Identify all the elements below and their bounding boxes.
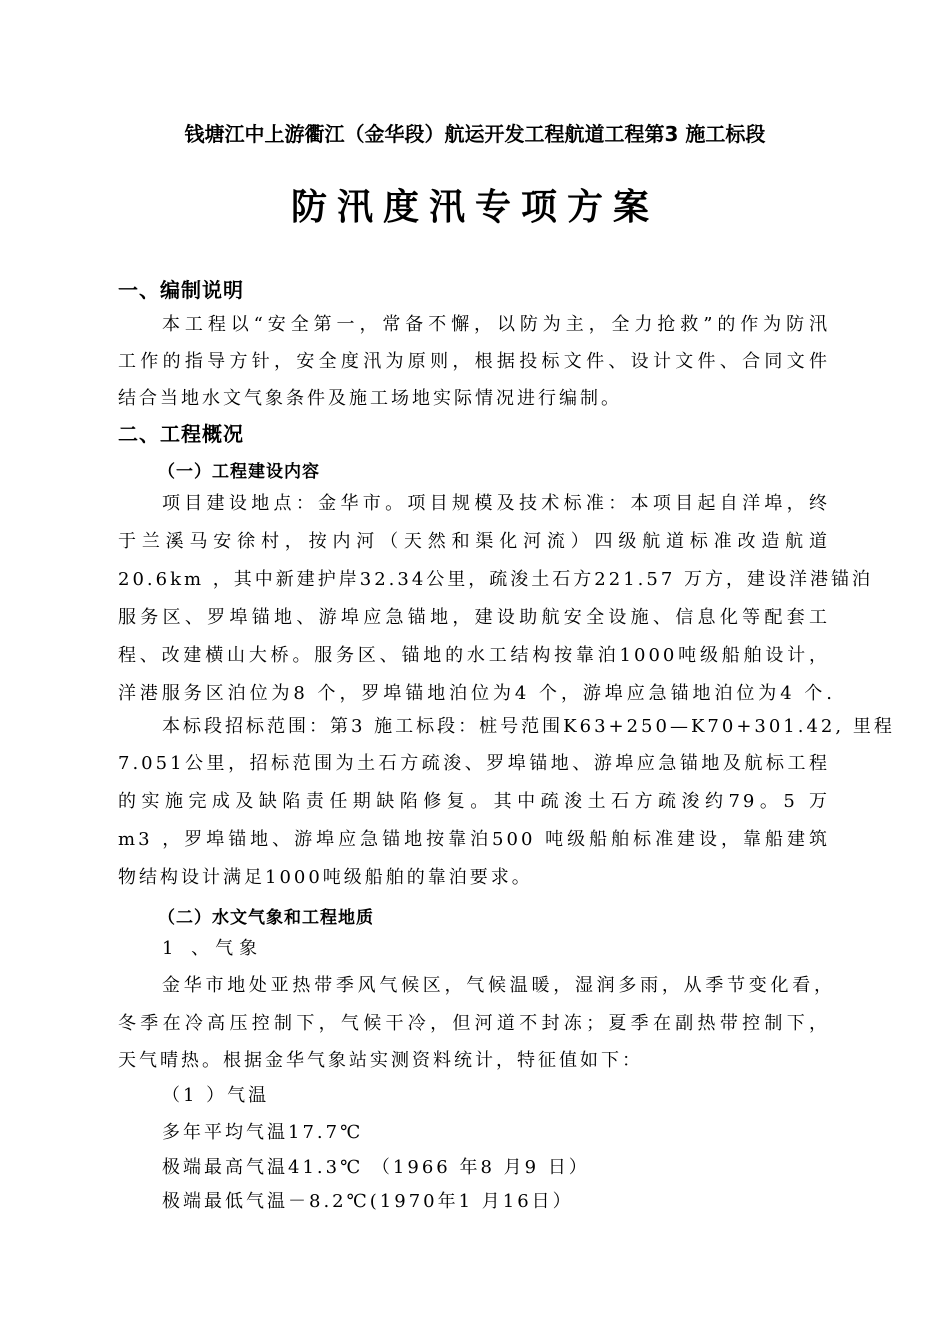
paragraph-line: m3 ，罗埠锚地、游埠应急锚地按靠泊500 吨级船舶标准建设，靠船建筑 [118,829,830,850]
paragraph-line: 项目建设地点：金华市。项目规模及技术标准：本项目起自洋埠，终 [162,493,830,514]
paragraph-line: 工作的指导方针，安全度汛为原则，根据投标文件、设计文件、合同文件 [118,351,830,372]
section-heading-1: 一、编制说明 [118,278,244,302]
paragraph-line: 金华市地处亚热带季风气候区，气候温暖，湿润多雨，从季节变化看， [162,975,835,996]
temperature-line: 极端最高气温41.3℃ （1966 年8 月9 日） [162,1157,590,1178]
paragraph-line: 结合当地水文气象条件及施工场地实际情况进行编制。 [118,388,622,409]
paragraph-line: 洋港服务区泊位为8 个，罗埠锚地泊位为4 个，游埠应急锚地泊位为4 个. [118,683,835,704]
paragraph-line: 天气晴热。根据金华气象站实测资料统计，特征值如下： [118,1050,643,1071]
paragraph-line: 的实施完成及缺陷责任期缺陷修复。其中疏浚土石方疏浚约79。5 万 [118,791,830,812]
paragraph-line: 20.6km ，其中新建护岸32.34公里，疏浚土石方221.57 万方，建设洋港锚泊 [118,569,874,590]
section-heading-2: 二、工程概况 [118,422,244,446]
paragraph-line: 服务区、罗埠锚地、游埠应急锚地，建设助航安全设施、信息化等配套工 [118,607,830,628]
temperature-line: 极端最低气温－8.2℃(1970年1 月16日） [162,1191,574,1212]
paragraph-line: 本标段招标范围：第3 施工标段：桩号范围K63+250—K70+301.42, 里程 [162,716,895,737]
document-subtitle: 钱塘江中上游衢江（金华段）航运开发工程航道工程第3 施工标段 [184,122,766,146]
subsection-heading-2: （二）水文气象和工程地质 [158,908,374,928]
paragraph-line: 于兰溪马安徐村，按内河（天然和渠化河流）四级航道标准改造航道 [118,531,830,552]
document-title: 防汛度汛专项方案 [290,186,659,228]
paragraph-line: 7.051公里，招标范围为土石方疏浚、罗埠锚地、游埠应急锚地及航标工程 [118,753,830,774]
list-item-heading: 1 、气象 [162,938,264,959]
paragraph-line: 本工程以“安全第一，常备不懈，以防为主，全力抢救”的作为防汛 [162,314,830,335]
subsection-heading-1: （一）工程建设内容 [158,462,320,482]
paragraph-line: 程、改建横山大桥。服务区、锚地的水工结构按靠泊1000吨级船舶设计， [118,645,830,666]
paragraph-line: 物结构设计满足1000吨级船舶的靠泊要求。 [118,867,533,888]
list-subitem-heading: （1 ）气温 [162,1085,270,1106]
temperature-line: 多年平均气温17.7℃ [162,1122,364,1143]
paragraph-line: 冬季在冷高压控制下，气候干冷，但河道不封冻；夏季在副热带控制下， [118,1013,830,1034]
